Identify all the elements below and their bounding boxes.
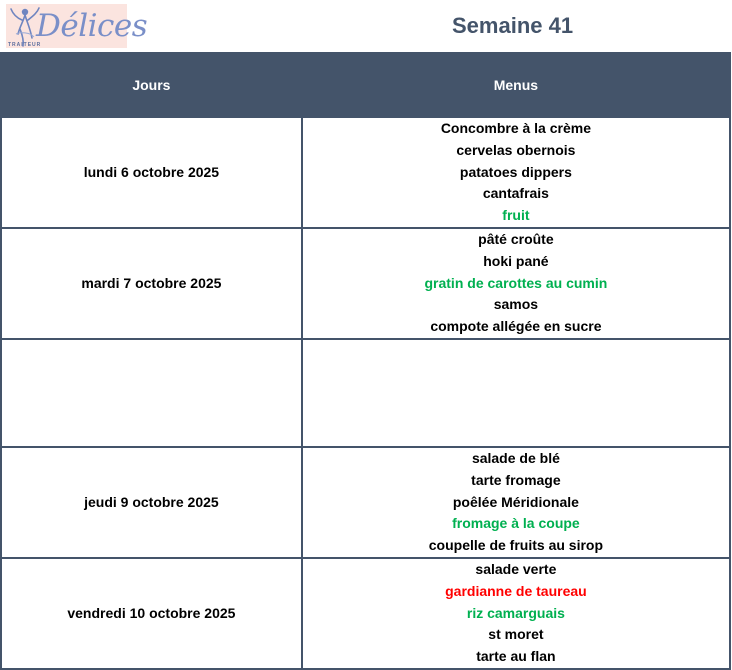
dish-item: patatoes dippers — [459, 163, 572, 180]
menu-cell — [302, 117, 730, 228]
table-row — [1, 558, 730, 669]
dish-item: gratin de carottes au cumin — [424, 274, 608, 291]
table-header-row — [1, 53, 730, 117]
dish-item: gardianne de taureau — [445, 582, 587, 599]
dish-item: cantafrais — [482, 185, 549, 202]
dish-item: salade de blé — [471, 449, 560, 466]
column-header-menus: Menus — [302, 53, 730, 117]
dish-item: fromage à la coupe — [452, 515, 580, 532]
table-row — [1, 117, 730, 228]
day-cell: vendredi 10 octobre 2025 — [1, 558, 302, 669]
logo-subtitle: TRAITEUR — [8, 42, 42, 48]
menu-cell — [302, 447, 730, 558]
dish-item: compote allégée en sucre — [430, 318, 602, 335]
day-cell — [1, 339, 302, 447]
week-title: Semaine 41 — [452, 13, 574, 38]
dish-item: hoki pané — [483, 252, 549, 269]
day-cell: lundi 6 octobre 2025 — [1, 117, 302, 228]
day-cell: mardi 7 octobre 2025 — [1, 228, 302, 339]
table-row — [1, 339, 730, 447]
dish-item: poêlée Méridionale — [452, 493, 579, 510]
column-header-days: Jours — [1, 53, 302, 117]
dish-item: coupelle de fruits au sirop — [428, 537, 604, 554]
dish-item: cervelas obernois — [456, 141, 576, 158]
menu-table — [0, 52, 731, 670]
table-row — [1, 228, 730, 339]
dish-item: tarte au flan — [476, 648, 556, 665]
dish-item: fruit — [502, 207, 530, 224]
delices-logo — [6, 4, 148, 48]
dish-item: st moret — [488, 626, 544, 643]
dish-item: riz camarguais — [466, 604, 565, 621]
dish-item: tarte fromage — [471, 471, 561, 488]
dish-item: Concombre à la crème — [440, 120, 591, 136]
dish-item: samos — [493, 296, 539, 313]
menu-cell — [302, 228, 730, 339]
dish-item: salade verte — [475, 560, 557, 577]
dish-item: pâté croûte — [478, 230, 554, 247]
menu-cell — [302, 558, 730, 669]
logo-wordmark: Délices — [36, 8, 148, 44]
menu-cell — [302, 339, 730, 447]
table-row — [1, 447, 730, 558]
day-cell: jeudi 9 octobre 2025 — [1, 447, 302, 558]
